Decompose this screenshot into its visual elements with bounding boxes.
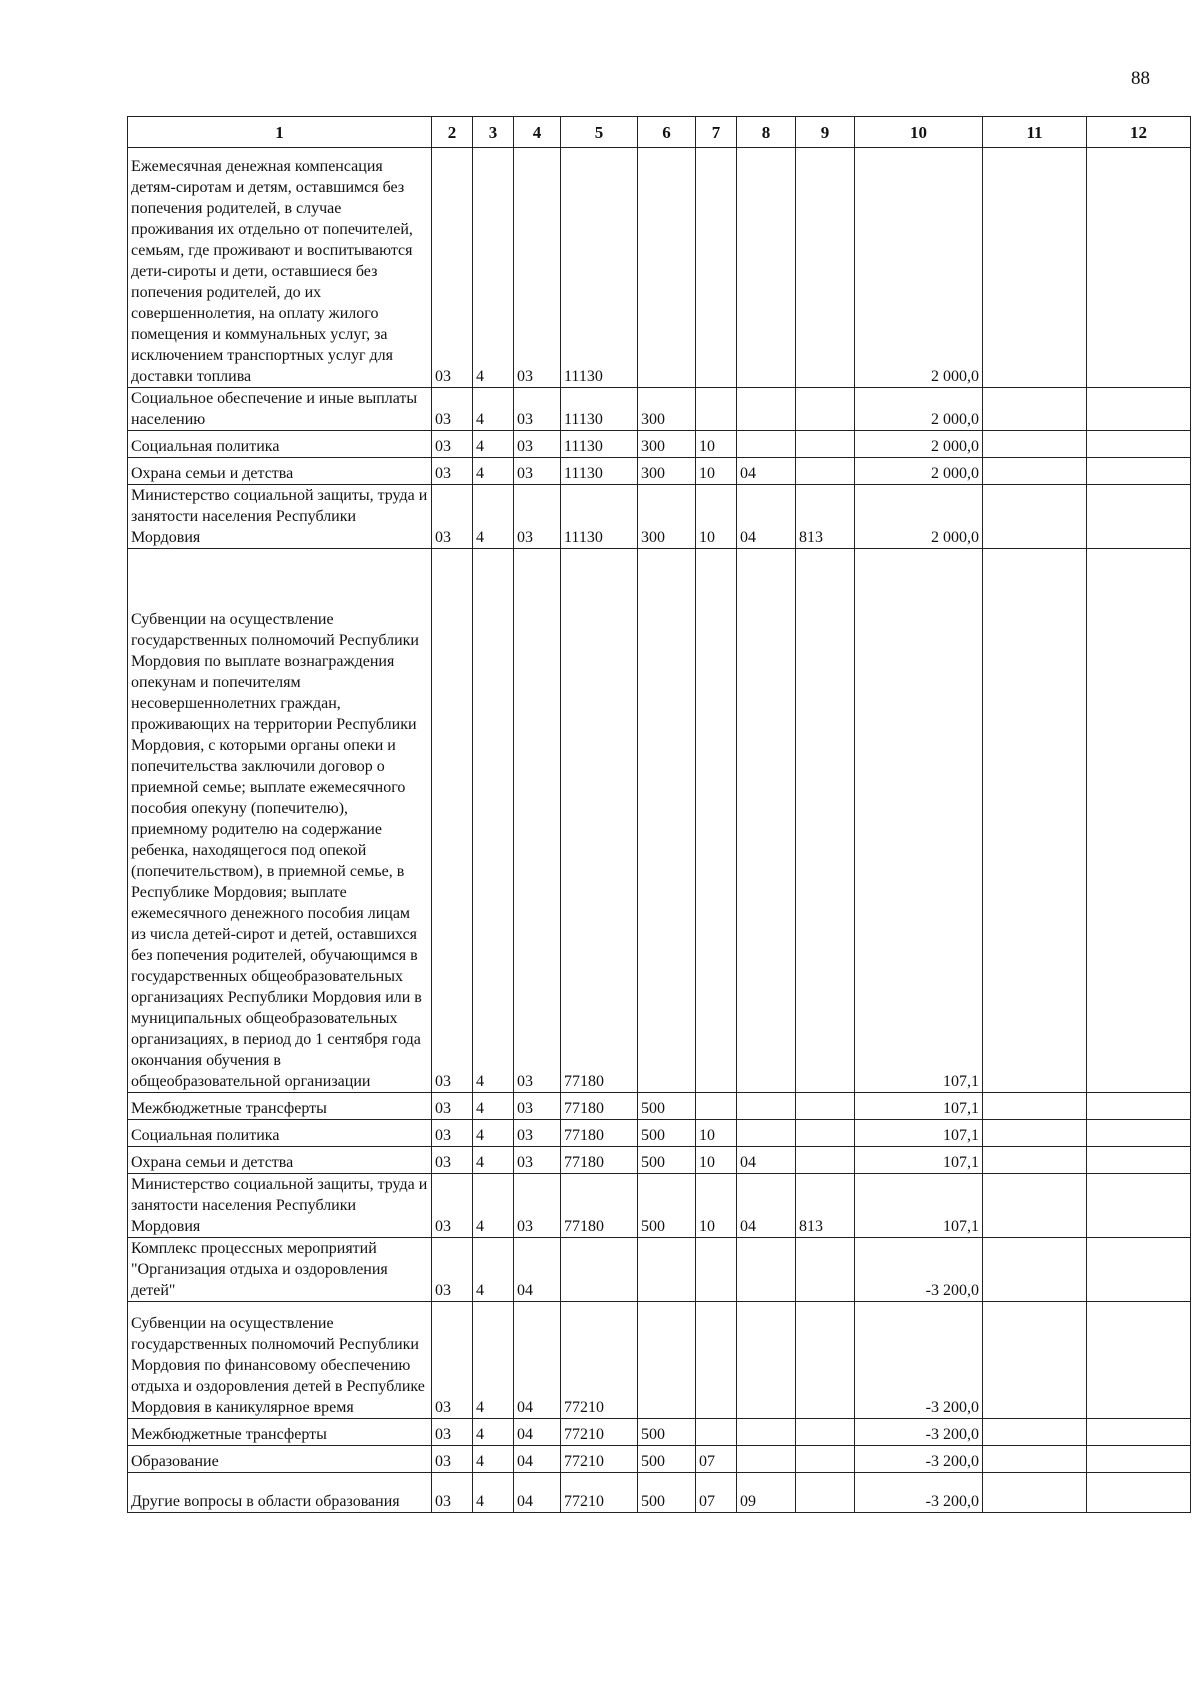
- table-row: [128, 431, 1191, 458]
- header-cell: 9: [796, 117, 855, 148]
- empty-cell: [983, 1174, 1087, 1238]
- code-cell: 11130: [561, 485, 638, 549]
- header-cell: 1: [128, 117, 432, 148]
- code-cell: [737, 1302, 796, 1419]
- code-cell: 813: [796, 1174, 855, 1238]
- code-cell: 04: [737, 1147, 796, 1174]
- code-cell: [737, 1446, 796, 1473]
- code-cell: [796, 1446, 855, 1473]
- code-cell: [796, 458, 855, 485]
- code-cell: 500: [638, 1419, 696, 1446]
- code-cell: [696, 1302, 737, 1419]
- table-row: [128, 1473, 1191, 1513]
- code-cell: 10: [696, 431, 737, 458]
- code-cell: 4: [473, 1419, 514, 1446]
- header-cell: 8: [737, 117, 796, 148]
- code-cell: 04: [737, 458, 796, 485]
- amount-cell: 107,1: [855, 1093, 983, 1120]
- code-cell: 813: [796, 485, 855, 549]
- empty-cell: [983, 1120, 1087, 1147]
- code-cell: 04: [514, 1446, 561, 1473]
- code-cell: 4: [473, 431, 514, 458]
- code-cell: [737, 1093, 796, 1120]
- code-cell: [696, 1419, 737, 1446]
- code-cell: 300: [638, 431, 696, 458]
- table-row: [128, 1174, 1191, 1238]
- code-cell: 300: [638, 458, 696, 485]
- row-name-cell: Субвенции на осуществление государственных полномочий Республики Мордовия по выплате вознаграждения опекунам и попечителям несовершеннолетних граждан, проживающих на территории Республики Мордовия, с которыми органы опеки и попечительства заключили договор о приемной семье; выплате ежемесячного пособия опекуну (попечителю), приемному родителю на содержание ребенка, находящегося под опекой (попечительством), в приемной семье, в Республике Мордовия; выплате ежемесячного денежного пособия лицам из числа детей-сирот и детей, оставшихся без попечения родителей, обучающимся в государственных общеобразовательных организациях Республики Мордовия или в муниципальных общеобразовательных организациях, в период до 1 сентября года окончания обучения в общеобразовательной организации: [128, 549, 432, 1093]
- code-cell: 03: [432, 485, 473, 549]
- empty-cell: [983, 1093, 1087, 1120]
- row-name-cell: Другие вопросы в области образования: [128, 1473, 432, 1513]
- table-row: [128, 1093, 1191, 1120]
- empty-cell: [1087, 1302, 1191, 1419]
- table-row: [128, 458, 1191, 485]
- empty-cell: [1087, 485, 1191, 549]
- code-cell: 07: [696, 1446, 737, 1473]
- row-name-cell: Образование: [128, 1446, 432, 1473]
- code-cell: 4: [473, 1093, 514, 1120]
- code-cell: [737, 1238, 796, 1302]
- code-cell: [796, 1147, 855, 1174]
- code-cell: 4: [473, 1473, 514, 1513]
- empty-cell: [983, 1419, 1087, 1446]
- code-cell: 03: [432, 1419, 473, 1446]
- code-cell: 500: [638, 1120, 696, 1147]
- code-cell: 77180: [561, 1120, 638, 1147]
- code-cell: 500: [638, 1446, 696, 1473]
- table-row: [128, 148, 1191, 388]
- code-cell: 77210: [561, 1419, 638, 1446]
- code-cell: 4: [473, 1446, 514, 1473]
- code-cell: 500: [638, 1147, 696, 1174]
- code-cell: 04: [514, 1419, 561, 1446]
- code-cell: 77180: [561, 1147, 638, 1174]
- row-name-cell: Охрана семьи и детства: [128, 1147, 432, 1174]
- amount-cell: 2 000,0: [855, 388, 983, 431]
- code-cell: [737, 1419, 796, 1446]
- row-name-cell: Социальная политика: [128, 1120, 432, 1147]
- amount-cell: 107,1: [855, 1147, 983, 1174]
- empty-cell: [1087, 388, 1191, 431]
- code-cell: 03: [514, 549, 561, 1093]
- code-cell: 03: [514, 458, 561, 485]
- code-cell: 03: [432, 1302, 473, 1419]
- code-cell: [638, 148, 696, 388]
- code-cell: 03: [514, 1147, 561, 1174]
- code-cell: 77210: [561, 1473, 638, 1513]
- row-name-cell: Социальное обеспечение и иные выплаты населению: [128, 388, 432, 431]
- amount-cell: 107,1: [855, 549, 983, 1093]
- table-row: [128, 1147, 1191, 1174]
- table-row: [128, 1419, 1191, 1446]
- row-name-cell: Субвенции на осуществление государственных полномочий Республики Мордовия по финансовому обеспечению отдыха и оздоровления детей в Республике Мордовия в каникулярное время: [128, 1302, 432, 1419]
- code-cell: 03: [514, 148, 561, 388]
- row-name-cell: Межбюджетные трансферты: [128, 1419, 432, 1446]
- code-cell: [696, 148, 737, 388]
- amount-cell: 107,1: [855, 1174, 983, 1238]
- code-cell: 03: [432, 1120, 473, 1147]
- code-cell: [796, 549, 855, 1093]
- header-cell: 2: [432, 117, 473, 148]
- code-cell: 03: [514, 388, 561, 431]
- code-cell: 11130: [561, 388, 638, 431]
- code-cell: [696, 1238, 737, 1302]
- amount-cell: 2 000,0: [855, 458, 983, 485]
- code-cell: 03: [432, 1238, 473, 1302]
- code-cell: 4: [473, 1302, 514, 1419]
- empty-cell: [983, 431, 1087, 458]
- code-cell: 500: [638, 1093, 696, 1120]
- code-cell: [737, 1120, 796, 1147]
- amount-cell: 2 000,0: [855, 431, 983, 458]
- code-cell: 04: [514, 1302, 561, 1419]
- code-cell: 07: [696, 1473, 737, 1513]
- empty-cell: [983, 458, 1087, 485]
- code-cell: 10: [696, 1120, 737, 1147]
- empty-cell: [1087, 1473, 1191, 1513]
- code-cell: 03: [432, 1174, 473, 1238]
- row-name-cell: Комплекс процессных мероприятий "Организация отдыха и оздоровления детей": [128, 1238, 432, 1302]
- amount-cell: 107,1: [855, 1120, 983, 1147]
- amount-cell: -3 200,0: [855, 1473, 983, 1513]
- table-body: [128, 148, 1191, 1513]
- code-cell: [638, 549, 696, 1093]
- code-cell: [638, 1238, 696, 1302]
- code-cell: 09: [737, 1473, 796, 1513]
- code-cell: [796, 431, 855, 458]
- code-cell: [796, 1473, 855, 1513]
- table-row: [128, 1302, 1191, 1419]
- code-cell: [737, 549, 796, 1093]
- row-name-cell: Межбюджетные трансферты: [128, 1093, 432, 1120]
- code-cell: 300: [638, 388, 696, 431]
- table-row: [128, 1446, 1191, 1473]
- header-cell: 5: [561, 117, 638, 148]
- code-cell: [737, 148, 796, 388]
- budget-table: [127, 116, 1191, 1513]
- empty-cell: [983, 485, 1087, 549]
- empty-cell: [1087, 148, 1191, 388]
- code-cell: [696, 1093, 737, 1120]
- code-cell: 77180: [561, 549, 638, 1093]
- code-cell: [638, 1302, 696, 1419]
- amount-cell: -3 200,0: [855, 1446, 983, 1473]
- header-cell: 12: [1087, 117, 1191, 148]
- code-cell: [696, 549, 737, 1093]
- code-cell: 03: [432, 388, 473, 431]
- empty-cell: [983, 1446, 1087, 1473]
- code-cell: 03: [514, 485, 561, 549]
- table-row: [128, 1238, 1191, 1302]
- code-cell: 77210: [561, 1302, 638, 1419]
- code-cell: 10: [696, 1147, 737, 1174]
- code-cell: 10: [696, 485, 737, 549]
- code-cell: 03: [432, 148, 473, 388]
- header-cell: 10: [855, 117, 983, 148]
- table-row: [128, 388, 1191, 431]
- header-cell: 3: [473, 117, 514, 148]
- empty-cell: [1087, 431, 1191, 458]
- code-cell: 03: [432, 1147, 473, 1174]
- code-cell: 03: [514, 1120, 561, 1147]
- empty-cell: [983, 1147, 1087, 1174]
- empty-cell: [983, 1473, 1087, 1513]
- code-cell: 11130: [561, 458, 638, 485]
- amount-cell: 2 000,0: [855, 485, 983, 549]
- empty-cell: [1087, 1093, 1191, 1120]
- row-name-cell: Охрана семьи и детства: [128, 458, 432, 485]
- code-cell: [796, 1120, 855, 1147]
- row-name-cell: Министерство социальной защиты, труда и занятости населения Республики Мордовия: [128, 485, 432, 549]
- code-cell: 10: [696, 1174, 737, 1238]
- code-cell: 10: [696, 458, 737, 485]
- code-cell: 03: [432, 549, 473, 1093]
- empty-cell: [983, 388, 1087, 431]
- code-cell: [737, 388, 796, 431]
- empty-cell: [983, 1302, 1087, 1419]
- code-cell: [796, 388, 855, 431]
- code-cell: 03: [432, 1446, 473, 1473]
- code-cell: 4: [473, 1147, 514, 1174]
- header-cell: 11: [983, 117, 1087, 148]
- empty-cell: [1087, 1238, 1191, 1302]
- empty-cell: [983, 148, 1087, 388]
- code-cell: 03: [432, 1093, 473, 1120]
- amount-cell: -3 200,0: [855, 1419, 983, 1446]
- code-cell: 4: [473, 485, 514, 549]
- table-row: [128, 549, 1191, 1093]
- page-number: 88: [1131, 68, 1150, 89]
- code-cell: 4: [473, 1120, 514, 1147]
- code-cell: 03: [514, 431, 561, 458]
- table-row: [128, 485, 1191, 549]
- code-cell: 4: [473, 148, 514, 388]
- empty-cell: [1087, 549, 1191, 1093]
- row-name-cell: Министерство социальной защиты, труда и занятости населения Республики Мордовия: [128, 1174, 432, 1238]
- code-cell: 4: [473, 1174, 514, 1238]
- empty-cell: [1087, 1147, 1191, 1174]
- code-cell: 4: [473, 388, 514, 431]
- amount-cell: -3 200,0: [855, 1302, 983, 1419]
- code-cell: 04: [737, 485, 796, 549]
- code-cell: 300: [638, 485, 696, 549]
- code-cell: 04: [737, 1174, 796, 1238]
- code-cell: 77180: [561, 1093, 638, 1120]
- code-cell: 03: [514, 1174, 561, 1238]
- row-name-cell: Социальная политика: [128, 431, 432, 458]
- code-cell: 04: [514, 1238, 561, 1302]
- code-cell: 500: [638, 1174, 696, 1238]
- code-cell: [737, 431, 796, 458]
- code-cell: 04: [514, 1473, 561, 1513]
- code-cell: 500: [638, 1473, 696, 1513]
- code-cell: [796, 1093, 855, 1120]
- code-cell: [696, 388, 737, 431]
- code-cell: 03: [432, 1473, 473, 1513]
- code-cell: 4: [473, 458, 514, 485]
- empty-cell: [1087, 1419, 1191, 1446]
- empty-cell: [1087, 1120, 1191, 1147]
- amount-cell: -3 200,0: [855, 1238, 983, 1302]
- code-cell: 77180: [561, 1174, 638, 1238]
- code-cell: [796, 1302, 855, 1419]
- row-name-cell: Ежемесячная денежная компенсация детям-сиротам и детям, оставшимся без попечения родителей, в случае проживания их отдельно от попечителей, семьям, где проживают и воспитываются дети-сироты и дети, оставшиеся без попечения родителей, до их совершеннолетия, на оплату жилого помещения и коммунальных услуг, за исключением транспортных услуг для доставки топлива: [128, 148, 432, 388]
- header-row: [128, 117, 1191, 148]
- header-cell: 7: [696, 117, 737, 148]
- code-cell: 11130: [561, 431, 638, 458]
- empty-cell: [1087, 1446, 1191, 1473]
- code-cell: 03: [432, 431, 473, 458]
- code-cell: 03: [432, 458, 473, 485]
- code-cell: 4: [473, 1238, 514, 1302]
- code-cell: 77210: [561, 1446, 638, 1473]
- empty-cell: [1087, 1174, 1191, 1238]
- code-cell: 4: [473, 549, 514, 1093]
- header-cell: 6: [638, 117, 696, 148]
- empty-cell: [1087, 458, 1191, 485]
- amount-cell: 2 000,0: [855, 148, 983, 388]
- table-row: [128, 1120, 1191, 1147]
- empty-cell: [983, 1238, 1087, 1302]
- header-cell: 4: [514, 117, 561, 148]
- code-cell: 03: [514, 1093, 561, 1120]
- code-cell: [796, 1238, 855, 1302]
- code-cell: [796, 1419, 855, 1446]
- empty-cell: [983, 549, 1087, 1093]
- code-cell: 11130: [561, 148, 638, 388]
- code-cell: [561, 1238, 638, 1302]
- code-cell: [796, 148, 855, 388]
